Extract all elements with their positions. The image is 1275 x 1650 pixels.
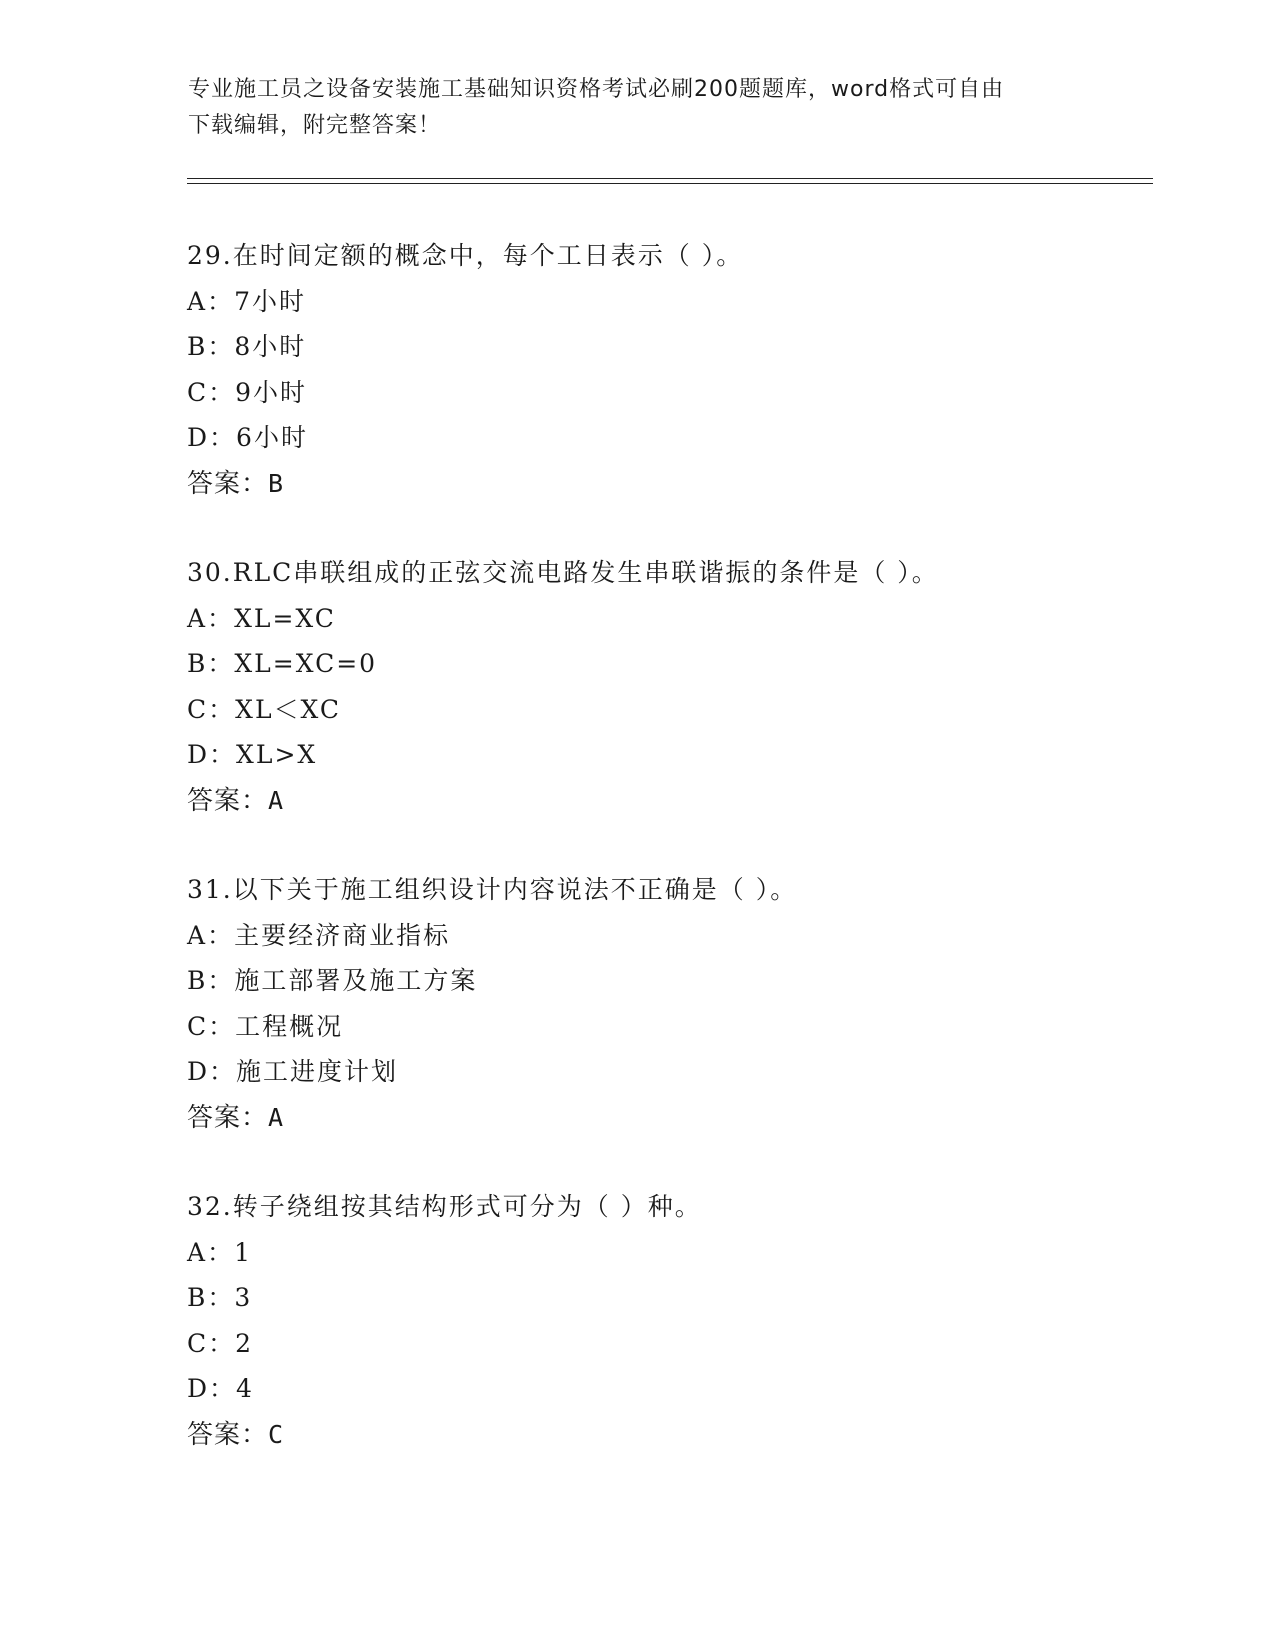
answer-value: B bbox=[268, 468, 285, 498]
option-text: XL>X bbox=[236, 740, 318, 770]
option-key: C： bbox=[187, 1011, 236, 1041]
option-text: 主要经济商业指标 bbox=[234, 920, 451, 950]
option-text: 9小时 bbox=[235, 377, 308, 407]
option-text: 施工进度计划 bbox=[236, 1057, 399, 1087]
option-c bbox=[187, 687, 1187, 733]
option-key: C： bbox=[187, 694, 236, 724]
option-key: C： bbox=[187, 377, 236, 407]
question-31 bbox=[187, 867, 1187, 1141]
option-key: B： bbox=[187, 649, 235, 679]
answer-label: 答案： bbox=[187, 1102, 269, 1133]
option-text: 2 bbox=[235, 1328, 254, 1358]
option-text: 工程概况 bbox=[235, 1011, 344, 1041]
option-key: D： bbox=[187, 740, 237, 770]
option-key: D： bbox=[187, 1374, 237, 1404]
option-text: 1 bbox=[234, 1237, 252, 1267]
document-header bbox=[188, 72, 1088, 144]
option-key: A： bbox=[187, 603, 235, 633]
option-c bbox=[187, 370, 1187, 416]
option-text: 7小时 bbox=[234, 286, 306, 316]
answer-value: A bbox=[268, 1102, 285, 1132]
option-key: A： bbox=[187, 920, 235, 950]
answer bbox=[187, 1412, 1187, 1458]
option-text: 8小时 bbox=[234, 332, 307, 362]
header-divider-bottom bbox=[187, 183, 1153, 184]
header-divider-top bbox=[187, 178, 1153, 179]
option-key: A： bbox=[187, 1237, 235, 1267]
option-a bbox=[187, 1230, 1187, 1276]
option-a bbox=[187, 279, 1187, 325]
option-text: 3 bbox=[234, 1283, 253, 1313]
header-line-1: 专业施工员之设备安装施工基础知识资格考试必刷200题题库，word格式可自由 bbox=[188, 77, 1005, 102]
option-key: B： bbox=[187, 966, 235, 996]
option-text: XL=XC bbox=[234, 603, 336, 633]
option-key: B： bbox=[187, 332, 235, 362]
option-text: 施工部署及施工方案 bbox=[234, 966, 478, 996]
option-b bbox=[187, 324, 1187, 370]
answer-value: A bbox=[268, 785, 285, 815]
question-32 bbox=[187, 1184, 1187, 1458]
option-text: 4 bbox=[236, 1374, 254, 1404]
option-key: C： bbox=[187, 1328, 236, 1358]
header-line-2: 下载编辑，附完整答案！ bbox=[188, 113, 442, 138]
option-text: XL=XC=0 bbox=[234, 649, 378, 679]
option-d bbox=[187, 1366, 1187, 1412]
option-key: B： bbox=[187, 1283, 235, 1313]
question-stem: 30.RLC串联组成的正弦交流电路发生串联谐振的条件是（ ）。 bbox=[187, 558, 939, 587]
option-d bbox=[187, 732, 1187, 778]
answer bbox=[187, 778, 1187, 824]
option-c bbox=[187, 1004, 1187, 1050]
option-b bbox=[187, 641, 1187, 687]
option-key: A： bbox=[187, 286, 235, 316]
option-key: D： bbox=[187, 1057, 237, 1087]
option-d bbox=[187, 415, 1187, 461]
answer bbox=[187, 1095, 1187, 1141]
question-stem: 31.以下关于施工组织设计内容说法不正确是（ ）。 bbox=[187, 875, 798, 904]
question-stem: 32.转子绕组按其结构形式可分为（ ）种。 bbox=[187, 1192, 702, 1221]
option-d bbox=[187, 1049, 1187, 1095]
option-text: 6小时 bbox=[236, 423, 308, 453]
question-stem: 29.在时间定额的概念中，每个工日表示（ ）。 bbox=[187, 241, 744, 270]
option-key: D： bbox=[187, 423, 237, 453]
option-b bbox=[187, 1275, 1187, 1321]
option-a bbox=[187, 596, 1187, 642]
answer-label: 答案： bbox=[187, 468, 269, 499]
answer bbox=[187, 461, 1187, 507]
option-c bbox=[187, 1321, 1187, 1367]
question-29 bbox=[187, 233, 1187, 507]
option-b bbox=[187, 958, 1187, 1004]
option-text: XL＜XC bbox=[235, 694, 342, 724]
option-a bbox=[187, 913, 1187, 959]
answer-label: 答案： bbox=[187, 1419, 269, 1450]
answer-value: C bbox=[268, 1419, 285, 1449]
question-30 bbox=[187, 550, 1187, 824]
answer-label: 答案： bbox=[187, 785, 269, 816]
